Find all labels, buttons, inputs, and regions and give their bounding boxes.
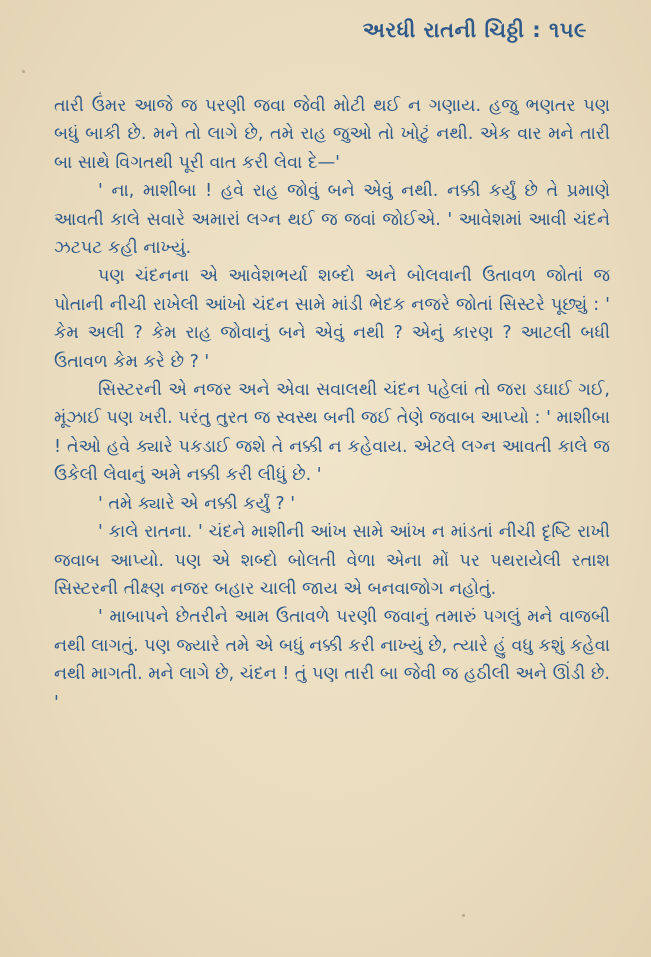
paragraph-2: ' ના, માશીબા ! હવે રાહ જોવું બને એવું નથી. નક્કી કર્યું છે તે પ્રમાણે આવતી કાલે સવારે અમારાં લગ્ન થઈ જ જવાં જોઈએ. ' આવેશમાં આવી ચંદને ઝટપટ કહી નાખ્યું. bbox=[54, 181, 610, 259]
paper-speck bbox=[22, 70, 25, 73]
paragraph-3: પણ ચંદનના એ આવેશભર્યા શબ્દો અને બોલવાની ઉતાવળ જોતાં જ પોતાની નીચી રાખેલી આંખો ચંદન સામે માંડી ભેદક નજરે જોતાં સિસ્ટરે પૂછ્યું : ' કેમ અલી ? કેમ રાહ જોવાનું બને એવું નથી ? એનું કારણ ? આટલી બધી ઉતાવળ કેમ કરે છે ? ' bbox=[54, 266, 610, 372]
paragraph-5: ' તમે ક્યારે એ નક્કી કર્યું ? ' bbox=[98, 493, 296, 514]
paragraph-1: તારી ઉંમર આજે જ પરણી જવા જેવી મોટી થઈ ન ગણાય. હજુ ભણતર પણ બધું બાકી છે. મને તો લાગે છે, તમે રાહ જુઓ તો ખોટું નથી. એક વાર મને તારી બા સાથે વિગતથી પૂરી વાત કરી લેવા દે—' bbox=[54, 96, 610, 173]
page-body-text bbox=[54, 92, 610, 717]
paragraph-6: ' કાલે રાતના. ' ચંદને માશીની આંખ સામે આંખ ન માંડતાં નીચી દૃષ્ટિ રાખી જવાબ આપ્યો. પણ એ શબ્દો બોલતી વેળા એના મોં પર પથરાયેલી રતાશ સિસ્ટરની તીક્ષ્ણ નજર બહાર ચાલી જાય એ બનવાજોગ નહોતું. bbox=[54, 522, 610, 599]
paper-speck bbox=[462, 914, 465, 917]
paragraph-7: ' માબાપને છેતરીને આમ ઉતાવળે પરણી જવાનું તમારું પગલું મને વાજબી નથી લાગતું. પણ જ્યારે તમે એ બધું નક્કી કરી નાખ્યું છે, ત્યારે હું વધુ કશું કહેવા નથી માગતી. મને લાગે છે, ચંદન ! તું પણ તારી બા જેવી જ હઠીલી અને ઊંડી છે. ' bbox=[54, 607, 610, 713]
running-header: અરધી રાતની ચિઠ્ઠી : ૧૫૯ bbox=[362, 18, 587, 42]
paragraph-4: સિસ્ટરની એ નજર અને એવા સવાલથી ચંદન પહેલાં તો જરા ડઘાઈ ગઈ, મૂંઝાઈ પણ ખરી. પરંતુ તુરત જ સ્વસ્થ બની જઈ તેણે જવાબ આપ્યો : ' માશીબા ! તેઓ હવે ક્યારે પકડાઈ જશે તે નક્કી ન કહેવાય. એટલે લગ્ન આવતી કાલે જ ઉકેલી લેવાનું અમે નક્કી કરી લીધું છે. ' bbox=[54, 380, 610, 486]
